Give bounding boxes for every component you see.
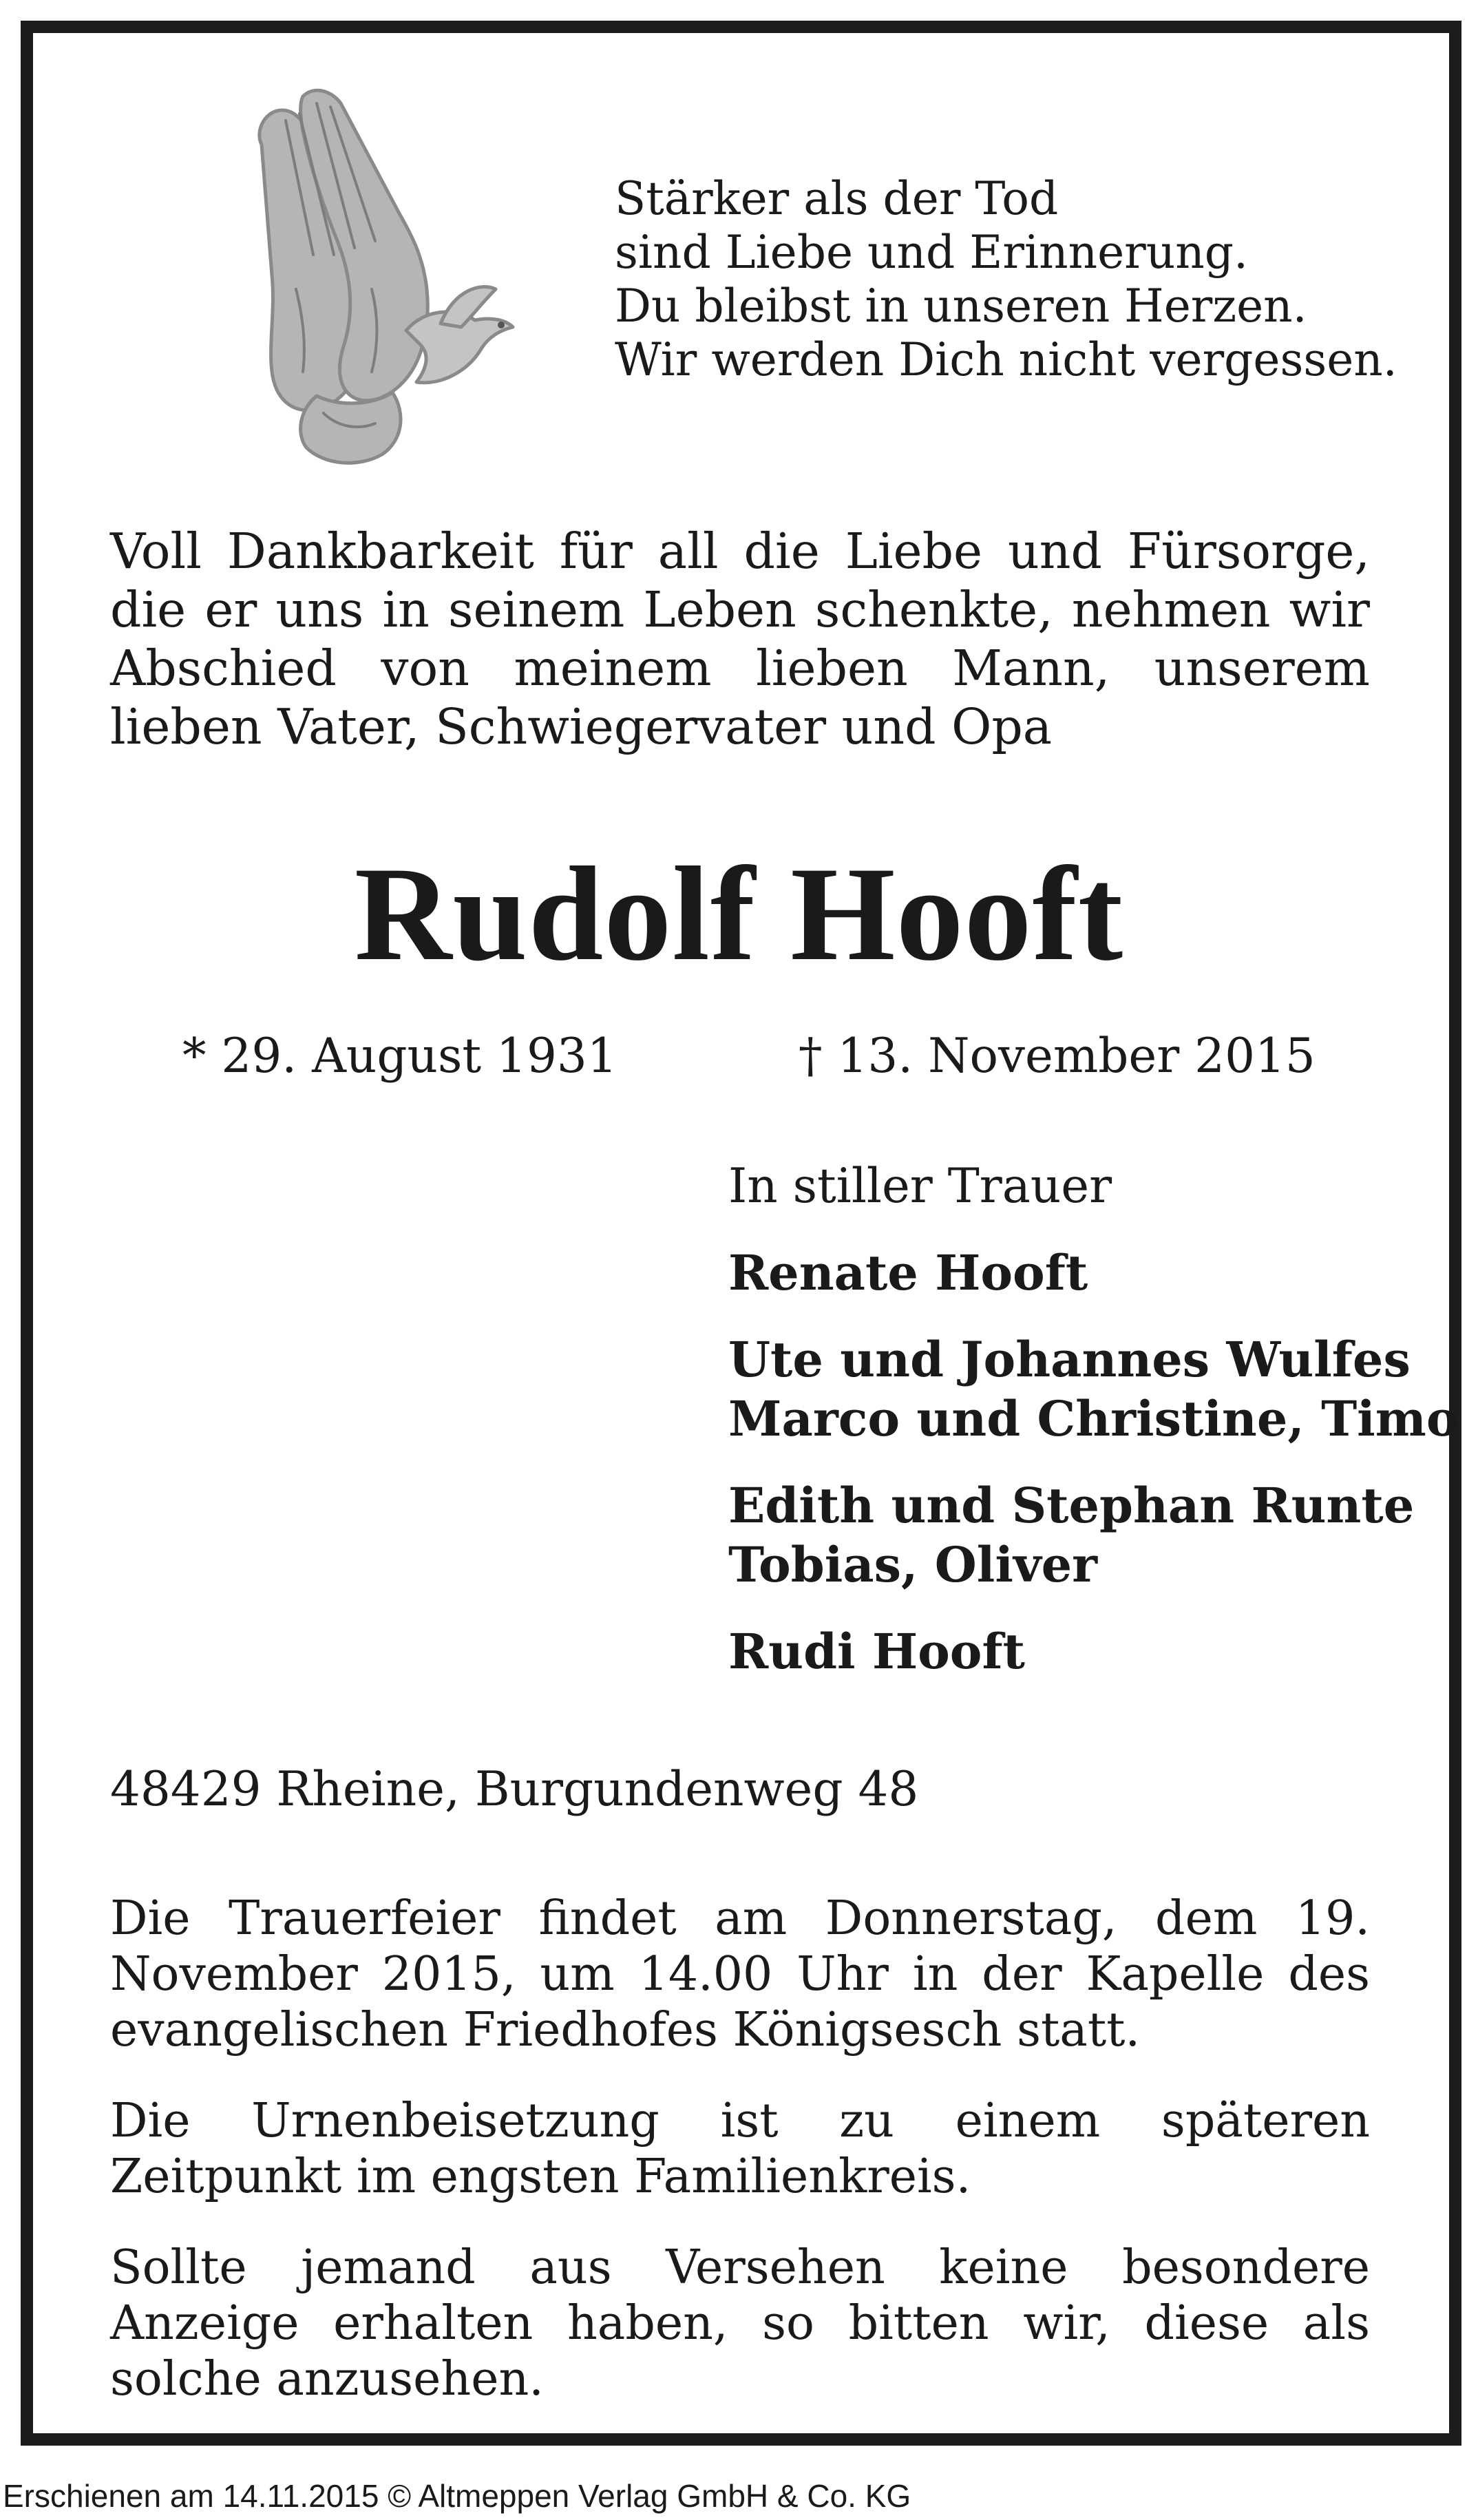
mourner-group	[728, 1330, 1459, 1449]
poem-line: Wir werden Dich nicht vergessen.	[615, 333, 1397, 386]
announcement-notice: Sollte jemand aus Versehen keine besondere Anzeige erhalten haben, so bitten wir, diese als solche anzusehen.	[110, 2240, 1370, 2406]
mourner-name: Marco und Christine, Timo	[728, 1390, 1459, 1447]
birth-date: * 29. August 1931	[182, 1029, 617, 1084]
urn-burial-notice: Die Urnenbeisetzung ist zu einem späteren Zeitpunkt im engsten Familienkreis.	[110, 2094, 1370, 2204]
mourner-group	[728, 1622, 1417, 1681]
poem-line: Du bleibst in unseren Herzen.	[615, 280, 1307, 333]
mourner-name: Renate Hooft	[728, 1244, 1088, 1301]
address: 48429 Rheine, Burgundenweg 48	[110, 1762, 919, 1817]
poem	[615, 172, 1400, 387]
praying-hands-with-dove-icon	[234, 83, 551, 468]
mourner-group	[728, 1243, 1417, 1303]
mourner-name: Edith und Stephan Runte	[728, 1477, 1415, 1534]
funeral-notice: Die Trauerfeier findet am Donnerstag, dem 19. November 2015, um 14.00 Uhr in der Kapelle des evangelischen Friedhofes Königsesch statt.	[110, 1891, 1370, 2057]
mourner-group	[728, 1476, 1417, 1595]
mourners-block	[728, 1157, 1459, 1709]
mourning-heading: In stiller Trauer	[728, 1159, 1112, 1214]
mourner-name: Rudi Hooft	[728, 1623, 1025, 1680]
publication-footer: Erschienen am 14.11.2015 © Altmeppen Verlag GmbH & Co. KG	[3, 2478, 911, 2514]
mourner-name: Ute und Johannes Wulfes	[728, 1331, 1411, 1388]
intro-text: Voll Dankbarkeit für all die Liebe und Fürsorge, die er uns in seinem Leben schenkte, nehmen wir Abschied von meinem lieben Mann, unserem lieben Vater, Schwiegervater und Opa	[110, 523, 1370, 755]
poem-line: sind Liebe und Erinnerung.	[615, 226, 1248, 279]
deceased-name: Rudolf Hooft	[354, 839, 1124, 989]
death-date: † 13. November 2015	[799, 1029, 1316, 1084]
poem-line: Stärker als der Tod	[615, 172, 1059, 225]
praying-hands-icon	[234, 83, 551, 468]
mourner-name: Tobias, Oliver	[728, 1536, 1098, 1593]
